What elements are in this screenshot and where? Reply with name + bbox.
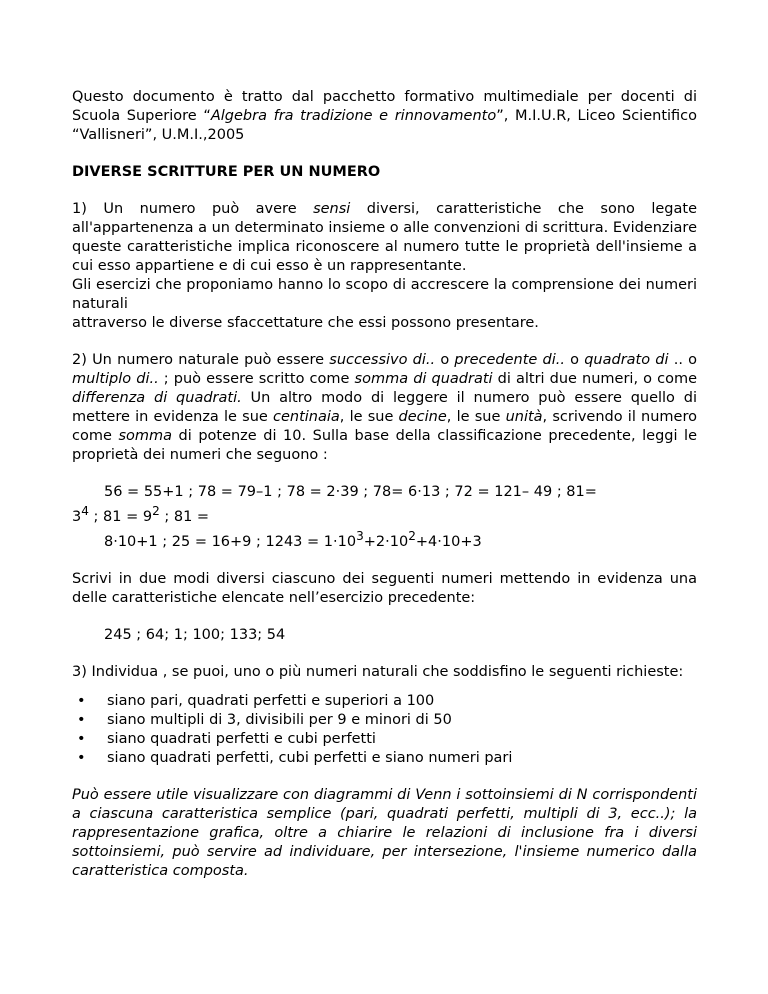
list-item (77, 692, 697, 711)
formula-text: +2⋅10 (363, 533, 409, 550)
p2-text: o (435, 352, 455, 368)
bullet-icon: • (77, 692, 86, 709)
p2-italic: differenza di quadrati. (72, 390, 242, 406)
list-item-text: siano multipli di 3, divisibili per 9 e minori di 50 (107, 711, 452, 728)
bullet-icon: • (77, 730, 86, 747)
p1-text-d: Gli esercizi che proponiamo hanno lo scopo di accrescere la comprensione dei numeri naturali (72, 277, 697, 312)
formula-text: ; 81 = 9 (88, 508, 153, 525)
p2-italic: decine (398, 409, 447, 425)
list-item-text: siano pari, quadrati perfetti e superiori a 100 (107, 692, 435, 709)
p2-text: , le sue (446, 409, 506, 425)
paragraph-2 (72, 351, 697, 465)
list-item-text: siano quadrati perfetti, cubi perfetti e siano numeri pari (107, 749, 513, 766)
formula-text: 8⋅10+1 ; 25 = 16+9 ; 1243 = 1⋅10 (104, 533, 357, 550)
intro-title-italic: Algebra fra tradizione e rinnovamento (210, 108, 497, 124)
formula-line-2 (72, 502, 697, 527)
formula-exponent: 4 (81, 504, 89, 518)
p2-italic: multiplo di.. (72, 371, 159, 387)
p2-text: di altri due numeri, o come (492, 371, 698, 387)
p2-text: 2) Un numero naturale può essere (72, 352, 330, 368)
p2-text: .. o (668, 352, 698, 368)
p2-italic: precedente di.. (454, 352, 565, 368)
formula-exponent: 2 (408, 528, 416, 543)
formula-exponent: 3 (356, 528, 364, 543)
requirements-list (72, 692, 697, 768)
p1-text-e: attraverso le diverse sfaccettature che essi possono presentare. (72, 315, 539, 331)
section-heading: DIVERSE SCRITTURE PER UN NUMERO (72, 164, 381, 180)
formula-line-3 (104, 527, 697, 552)
formula-block (72, 483, 697, 552)
p2-italic: somma di quadrati (354, 371, 493, 387)
p2-italic: successivo di.. (329, 352, 436, 368)
p1-italic-sensi: sensi (313, 201, 351, 217)
p2-text: di potenze di 10. Sulla base della classificazione precedente, leggi le proprietà dei numeri che seguono : (72, 428, 698, 463)
p2-text: ; può essere scritto come (158, 371, 355, 387)
p1-text-c: diversi, caratteristiche che sono legate all'appartenenza a un determinato insieme o alle convenzioni di scrittura. Evidenziare queste caratteristiche implica riconoscere al numero tutte le proprietà dell'insieme a cui esso appartiene e di cui esso è un rappresentante. (72, 201, 697, 274)
document-page (72, 88, 697, 899)
list-item (77, 711, 697, 730)
paragraph-4: 3) Individua , se puoi, uno o più numeri naturali che soddisfino le seguenti richieste: (72, 663, 684, 680)
list-item (77, 749, 697, 768)
paragraph-1 (72, 200, 697, 333)
formula-exponent: 2 (152, 504, 160, 518)
p2-text: , scrivendo il numero come (72, 409, 697, 444)
p2-italic: centinaia (272, 409, 340, 425)
p2-text: , le sue (339, 409, 399, 425)
bullet-icon: • (77, 749, 86, 766)
paragraph-3: Scrivi in due modi diversi ciascuno dei seguenti numeri mettendo in evidenza una delle caratteristiche elencate nell’esercizio precedente: (72, 570, 697, 606)
p2-text: o (564, 352, 585, 368)
list-item (77, 730, 697, 749)
intro-paragraph (72, 88, 697, 145)
intro-source: ”, M.I.U.R, Liceo Scientifico “Vallisneri”, U.M.I.,2005 (72, 108, 698, 143)
closing-paragraph: Può essere utile visualizzare con diagrammi di Venn i sottoinsiemi di N corrispondenti a ciascuna caratteristica semplice (pari, quadrati perfetti, multipli di 3, ecc..); la rappresentazione grafica, oltre a chiarire le relazioni di inclusione fra i diversi sottoinsiemi, può servire ad individuare, per intersezione, l'insieme numerico dalla caratteristica composta. (72, 786, 697, 879)
p2-italic: quadrato di (584, 352, 669, 368)
numbers-list: 245 ; 64; 1; 100; 133; 54 (104, 626, 286, 643)
p2-italic: unità (505, 409, 543, 425)
p2-text: Un altro modo di leggere il numero può essere quello di mettere in evidenza le sue (72, 390, 697, 425)
formula-base: 3 (72, 508, 82, 525)
list-item-text: siano quadrati perfetti e cubi perfetti (107, 730, 376, 747)
formula-text: ; 81 = (159, 508, 210, 525)
intro-text: Questo documento è tratto dal pacchetto formativo multimediale per docenti di Scuola Superiore “ (72, 89, 697, 124)
bullet-icon: • (77, 711, 86, 728)
p2-italic: somma (118, 428, 172, 444)
formula-line-1: 56 = 55+1 ; 78 = 79–1 ; 78 = 2⋅39 ; 78= 6⋅13 ; 72 = 121– 49 ; 81= (104, 484, 597, 500)
formula-text: +4⋅10+3 (415, 533, 482, 550)
p1-text-a: 1) Un numero può avere (72, 201, 314, 217)
